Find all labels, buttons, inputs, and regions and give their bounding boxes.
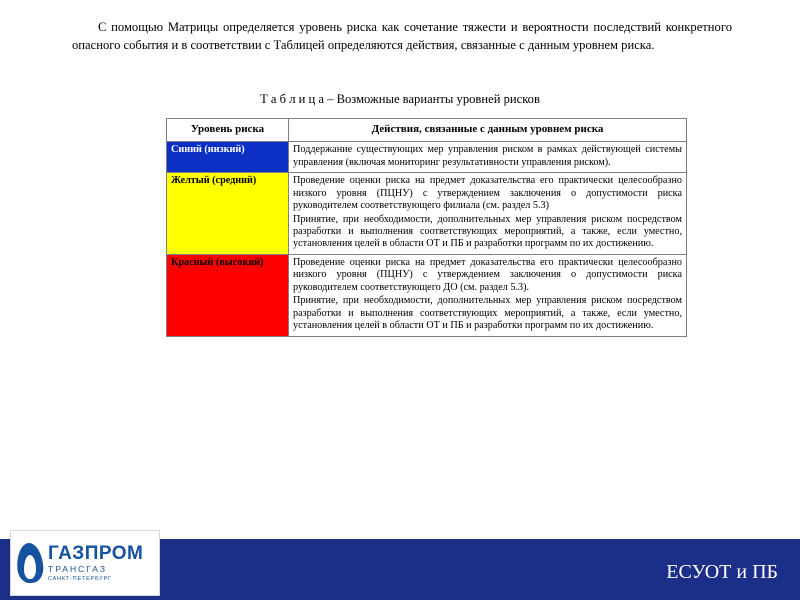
risk-level-red: Красный (высокий) — [167, 254, 289, 336]
table-row — [167, 173, 687, 255]
logo-sub-text: ТРАНСГАЗ — [48, 564, 107, 574]
intro-paragraph: С помощью Матрицы определяется уровень риска как сочетание тяжести и вероятности последствий конкретного опасного события и в соответствии с Таблицей определяются действия, связанные с данным уровнем риска. — [72, 20, 732, 53]
table-caption: Т а б л и ц а – Возможные варианты уровней рисков — [260, 92, 540, 106]
table-row — [167, 142, 687, 173]
risk-levels-table — [166, 118, 687, 337]
action-text: Поддержание существующих мер управления риском в рамках действующей системы управления (включая мониторинг результативности управления риском). — [293, 144, 682, 168]
column-header-level: Уровень риска — [167, 119, 289, 142]
flame-icon — [17, 543, 43, 583]
action-text: Принятие, при необходимости, дополнительных мер управления риском посредством разработки и выполнения соответствующих мероприятий, а также, если уместно, установления целей в области ОТ и ПБ и разработки программ по их достижению. — [293, 213, 682, 250]
logo-main-text: ГАЗПРОМ — [48, 543, 144, 564]
column-header-actions: Действия, связанные с данным уровнем риска — [289, 119, 687, 142]
action-text: Принятие, при необходимости, дополнительных мер управления риском посредством разработки и выполнения соответствующих мероприятий, а также, если уместно, установления целей в области ОТ и ПБ и разработки программ по их достижению. — [293, 295, 682, 332]
company-logo — [10, 530, 160, 596]
risk-level-blue: Синий (низкий) — [167, 142, 289, 173]
risk-actions-red — [289, 254, 687, 336]
risk-actions-yellow — [289, 173, 687, 255]
logo-text — [48, 544, 143, 582]
table-row — [167, 254, 687, 336]
action-text: Проведение оценки риска на предмет доказательства его практически целесообразно низкого уровня (ПЦНУ) с утверждением заключения о допустимости риска руководителем соответствующего филиала (см. раздел 5.3) — [293, 175, 682, 212]
action-text: Проведение оценки риска на предмет доказательства его практически целесообразно низкого уровня (ПЦНУ) с утверждением заключения о допустимости риска руководителем соответствующего ДО (см. раздел 5.3). — [293, 256, 682, 293]
logo-city-text: САНКТ-ПЕТЕРБУРГ — [48, 575, 112, 582]
risk-actions-blue — [289, 142, 687, 173]
table-header-row — [167, 119, 687, 142]
footer-title: ЕСУОТ и ПБ — [666, 561, 778, 583]
risk-level-yellow: Желтый (средний) — [167, 173, 289, 255]
